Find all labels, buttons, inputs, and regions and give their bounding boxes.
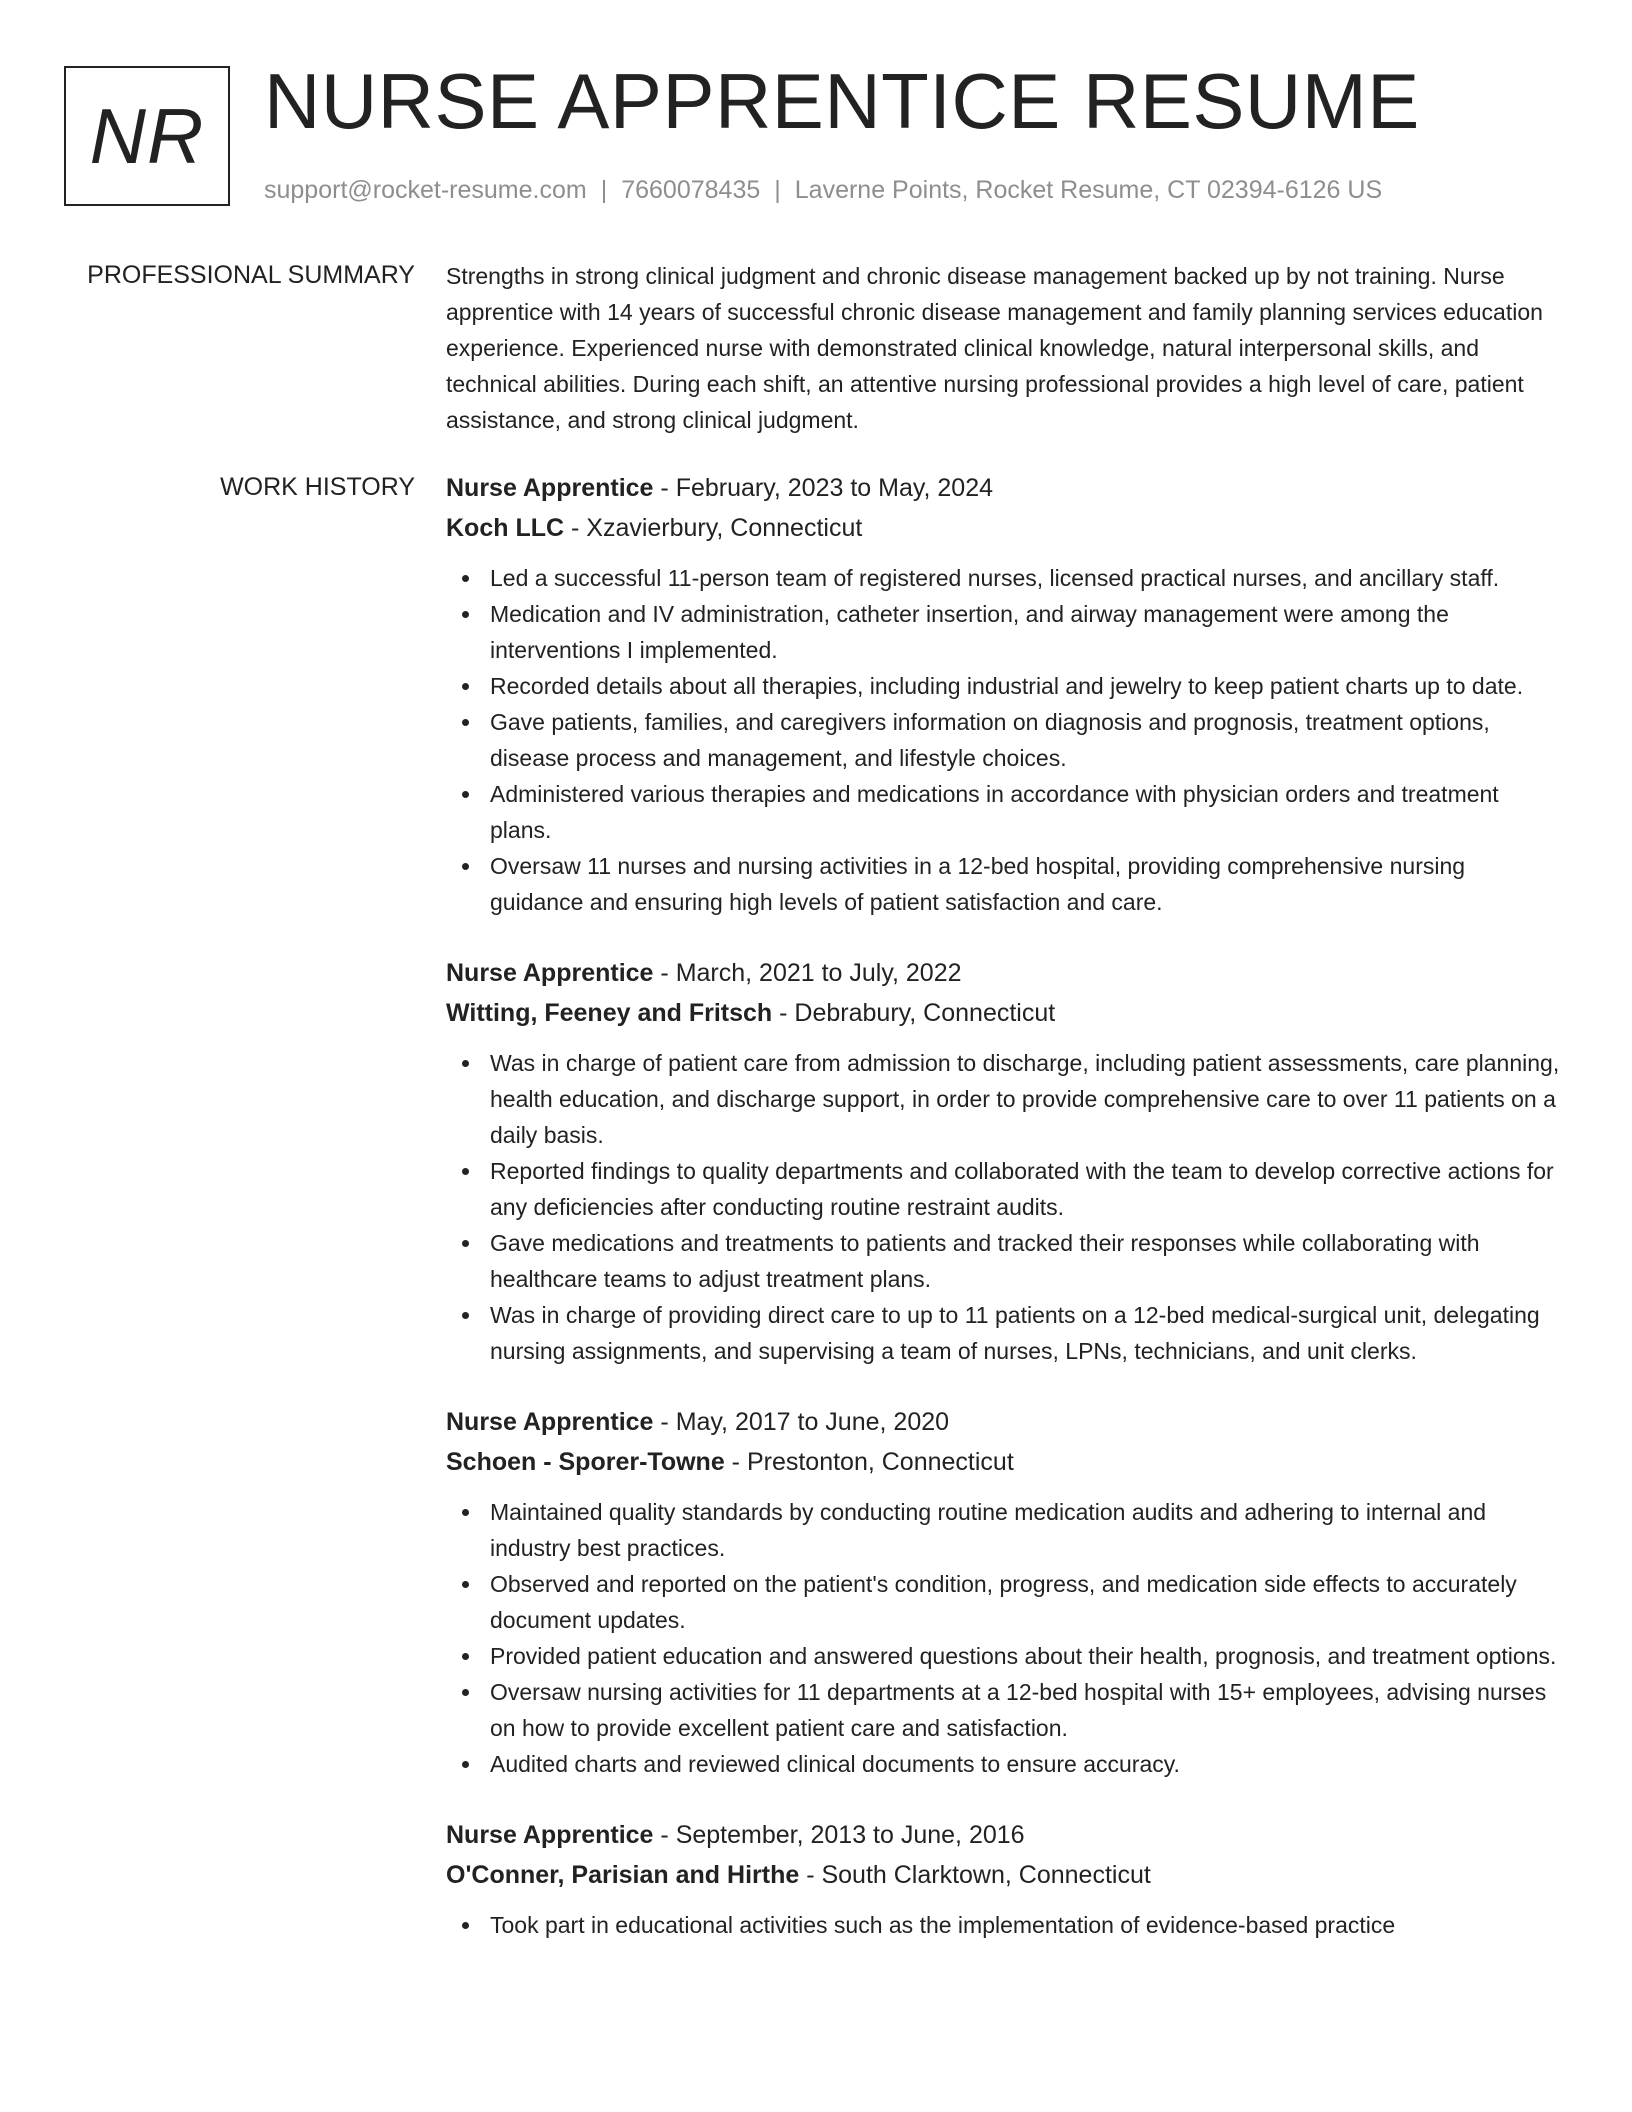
dash-separator: -	[772, 999, 795, 1027]
job-company: Witting, Feeney and Fritsch	[446, 999, 773, 1027]
job-bullet: Reported findings to quality departments and collaborated with the team to develop corrective actions for any deficiencies after conducting routine restraint audits.	[446, 1153, 1562, 1225]
job-bullet-list	[446, 1494, 1562, 1782]
contact-address: Laverne Points, Rocket Resume, CT 02394-6126 US	[794, 176, 1383, 204]
contact-info	[264, 174, 1382, 206]
job-company-line	[446, 508, 1562, 548]
job-title-line	[446, 468, 1562, 508]
job-bullet: Maintained quality standards by conducting routine medication audits and adhering to internal and industry best practices.	[446, 1494, 1562, 1566]
dash-separator: -	[653, 474, 676, 502]
job-location: Debrabury, Connecticut	[794, 999, 1056, 1027]
job-company: Koch LLC	[446, 514, 565, 542]
contact-separator: |	[774, 176, 781, 204]
job-title: Nurse Apprentice	[446, 474, 654, 502]
dash-separator: -	[799, 1861, 822, 1889]
summary-text: Strengths in strong clinical judgment and chronic disease management backed up by not training. Nurse apprentice with 14 years of successful chronic disease management and family planning services education experience. Experienced nurse with demonstrated clinical knowledge, natural interpersonal skills, and technical abilities. During each shift, an attentive nursing professional provides a high level of care, patient assistance, and strong clinical judgment.	[446, 263, 1543, 433]
job-bullet-list	[446, 1907, 1562, 1943]
monogram-logo: NR	[64, 66, 230, 206]
contact-phone: 7660078435	[621, 176, 761, 204]
job-location: Prestonton, Connecticut	[746, 1448, 1014, 1476]
job-title-line	[446, 953, 1562, 993]
summary-heading: PROFESSIONAL SUMMARY	[87, 261, 415, 289]
resume-title: NURSE APPRENTICE RESUME	[264, 57, 1420, 145]
job-company: O'Conner, Parisian and Hirthe	[446, 1861, 800, 1889]
contact-separator: |	[600, 176, 608, 204]
job-title-line	[446, 1815, 1562, 1855]
job-dates: September, 2013 to June, 2016	[675, 1821, 1025, 1849]
job-location: South Clarktown, Connecticut	[821, 1861, 1151, 1889]
job-bullet: Audited charts and reviewed clinical documents to ensure accuracy.	[446, 1746, 1562, 1782]
job-bullet: Administered various therapies and medications in accordance with physician orders and treatment plans.	[446, 776, 1562, 848]
job-bullet-list	[446, 1045, 1562, 1369]
job-title: Nurse Apprentice	[446, 1408, 654, 1436]
job-entry	[446, 1815, 1562, 1943]
dash-separator: -	[564, 514, 587, 542]
job-bullet: Observed and reported on the patient's condition, progress, and medication side effects to accurately document updates.	[446, 1566, 1562, 1638]
job-dates: May, 2017 to June, 2020	[675, 1408, 950, 1436]
job-company: Schoen - Sporer-Towne	[446, 1448, 725, 1476]
job-location: Xzavierbury, Connecticut	[586, 514, 863, 542]
job-bullet-list	[446, 560, 1562, 920]
job-entry	[446, 1402, 1562, 1782]
job-bullet: Recorded details about all therapies, including industrial and jewelry to keep patient charts up to date.	[446, 668, 1562, 704]
job-bullet: Was in charge of providing direct care to up to 11 patients on a 12-bed medical-surgical unit, delegating nursing assignments, and supervising a team of nurses, LPNs, technicians, and unit clerks.	[446, 1297, 1562, 1369]
job-company-line	[446, 1442, 1562, 1482]
job-company-line	[446, 993, 1562, 1033]
job-title: Nurse Apprentice	[446, 1821, 654, 1849]
job-entry	[446, 468, 1562, 920]
job-dates: March, 2021 to July, 2022	[675, 959, 962, 987]
job-bullet: Gave medications and treatments to patients and tracked their responses while collaborating with healthcare teams to adjust treatment plans.	[446, 1225, 1562, 1297]
summary-section	[446, 258, 1562, 438]
job-bullet: Medication and IV administration, catheter insertion, and airway management were among the interventions I implemented.	[446, 596, 1562, 668]
job-bullet: Led a successful 11-person team of registered nurses, licensed practical nurses, and ancillary staff.	[446, 560, 1562, 596]
job-title-line	[446, 1402, 1562, 1442]
job-bullet: Provided patient education and answered questions about their health, prognosis, and treatment options.	[446, 1638, 1562, 1674]
job-title: Nurse Apprentice	[446, 959, 654, 987]
job-bullet: Oversaw nursing activities for 11 departments at a 12-bed hospital with 15+ employees, advising nurses on how to provide excellent patient care and satisfaction.	[446, 1674, 1562, 1746]
job-bullet: Took part in educational activities such as the implementation of evidence-based practice	[446, 1907, 1562, 1943]
job-bullet: Was in charge of patient care from admission to discharge, including patient assessments, care planning, health education, and discharge support, in order to provide comprehensive care to over 11 patients on a daily basis.	[446, 1045, 1562, 1153]
dash-separator: -	[653, 959, 676, 987]
work-history-heading: WORK HISTORY	[220, 473, 415, 501]
dash-separator: -	[653, 1408, 676, 1436]
job-bullet: Gave patients, families, and caregivers information on diagnosis and prognosis, treatment options, disease process and management, and lifestyle choices.	[446, 704, 1562, 776]
dash-separator: -	[653, 1821, 676, 1849]
contact-email: support@rocket-resume.com	[264, 176, 587, 204]
job-bullet: Oversaw 11 nurses and nursing activities in a 12-bed hospital, providing comprehensive nursing guidance and ensuring high levels of patient satisfaction and care.	[446, 848, 1562, 920]
job-dates: February, 2023 to May, 2024	[675, 474, 993, 502]
dash-separator: -	[724, 1448, 747, 1476]
job-entry	[446, 953, 1562, 1369]
work-history-section	[446, 468, 1562, 1976]
job-company-line	[446, 1855, 1562, 1895]
job-list	[446, 468, 1562, 1943]
